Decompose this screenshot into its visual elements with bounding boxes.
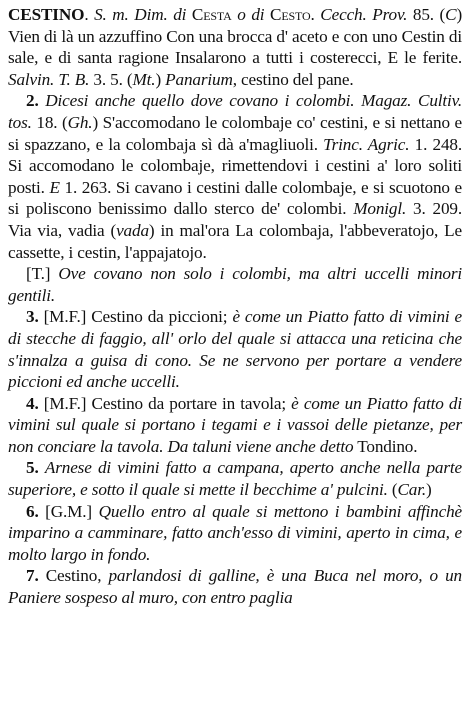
text-segment: o [231,5,252,24]
text-segment: 2. [26,91,46,111]
text-segment: 1. 263. Si cavano i cestini dalle colombaje, e si scuotono e si poliscono benissimo dallo sterco de' colombi. [8,177,462,219]
text-segment: 3. 5. ( [89,69,133,89]
text-segment: 1. 248. Si accomodano le colombaje, rimettendovi i cestini a' loro soliti posti. [8,134,462,197]
entry-sense-4 [8,393,462,458]
text-segment: 5. [26,458,45,478]
text-segment: 3. [26,307,44,327]
entry-sense-7 [8,565,462,608]
text-segment: 6. [26,501,46,521]
text-segment: Panarium [165,69,233,89]
text-segment: è come un Piatto fatto di vimini e di stecche di faggio, all' orlo del quale si attacca una reticina che s'innalza a guisa di cono. Se ne servono per portare a vendere piccioni ed anche uccelli. [8,307,463,392]
text-segment: 18. ( [31,112,68,132]
text-segment: ) Vien di là un azzuffino Con una brocca d' aceto e con uno Cestin di sale, e di santa ragione Insalarono a tutti i costerecci, E le ferite. [8,5,463,68]
text-segment: Car. [397,480,427,500]
text-segment: Monigl. [353,199,407,219]
text-segment: Arnese di vimini fatto a campana, aperto anche nella parte superiore, e sotto il quale si mette il becchime a' pulcini. [8,458,462,500]
text-segment: [M.F.] Cestino da portare in tavola; [43,393,292,413]
text-segment: Gh. [67,112,93,132]
entry-sense-2 [8,90,462,263]
text-segment: 4. [26,393,44,413]
text-segment: ) S'accomodano le colombaje co' cestini, e si nettano e si spazzano, e la colombaja sì dà a'magliuoli. [8,112,463,154]
text-segment: 85. ( [407,5,446,24]
entry-sense-5 [8,457,462,500]
entry-sense-2-note [8,263,462,306]
text-segment: [T.] [26,264,59,284]
text-segment: Mt. [132,69,156,89]
text-segment: ) [426,480,432,500]
text-segment: Cestino, [45,566,109,586]
text-segment: Cecch. Prov. [320,5,408,24]
entry-headword-paragraph [8,4,462,90]
entry-sense-3 [8,306,462,392]
text-segment: Quello entro al quale si mettono i bambini affinchè imparino a camminare, fatto anch'esso di vimini, aperto in cima, e molto largo in fondo. [8,501,463,564]
text-segment: è come un Piatto fatto di vimini sul quale si portano i tegami e i vassoi delle pietanze, per non conciare la tavola. Da taluni viene anche detto [8,393,462,456]
text-segment: Ove covano non solo i colombi, ma altri uccelli minori gentili. [8,264,463,305]
text-segment: parlandosi di galline, è una Buca nel moro, o un Paniere sospeso al muro, con entro paglia [8,566,462,608]
text-segment: , cestino del pane. [232,69,354,89]
text-segment: C [445,5,457,24]
text-segment: Tondino. [353,436,418,456]
text-segment: ) in mal'ora La colombaja, l'abbeveratojo, Le cassette, i cestin, l'appajatojo. [8,220,462,262]
text-segment: [M.F.] Cestino da piccioni; [43,307,233,327]
text-segment: . [310,5,321,24]
text-segment: ( [387,480,398,500]
text-segment: vada [116,220,149,240]
text-segment: Trinc. Agric. [323,134,410,154]
text-segment: [G.M.] [45,501,99,521]
text-segment: ) [155,69,166,89]
text-segment: Cesto [270,5,311,24]
entry-sense-6 [8,501,462,566]
text-segment: 7. [26,566,46,586]
text-segment: . [84,5,95,24]
text-segment: Dicesi anche quello dove covano i colombi. Magaz. Cultiv. tos. [8,91,462,132]
text-segment: E [49,177,60,197]
text-segment: di [251,5,271,24]
text-segment: Salvin. T. B. [8,69,90,89]
text-segment: 3. 209. Via via, vadia ( [8,199,462,240]
text-segment: Cesta [191,5,232,24]
text-segment: S. m. Dim. di [94,5,192,24]
text-segment: CESTINO [8,5,85,24]
